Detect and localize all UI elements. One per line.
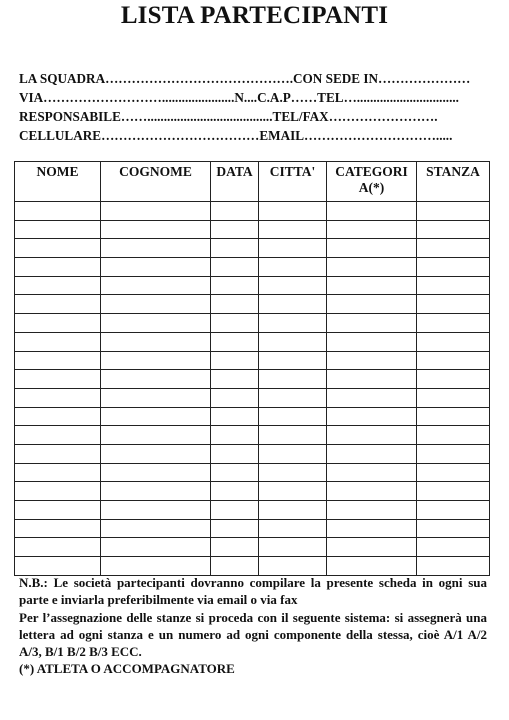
table-cell[interactable] [259,258,327,277]
table-cell[interactable] [101,557,211,576]
table-cell[interactable] [15,295,101,314]
table-cell[interactable] [15,519,101,538]
table-cell[interactable] [211,557,259,576]
page-title: LISTA PARTECIPANTI [120,2,389,29]
header-nome: NOME [15,162,101,202]
table-cell[interactable] [211,239,259,258]
table-row [15,314,490,333]
table-cell[interactable] [211,258,259,277]
table-cell[interactable] [211,463,259,482]
table-cell[interactable] [417,351,490,370]
table-cell[interactable] [417,295,490,314]
table-cell[interactable] [259,538,327,557]
table-cell[interactable] [417,407,490,426]
table-cell[interactable] [101,202,211,221]
table-cell[interactable] [327,519,417,538]
table-cell[interactable] [327,220,417,239]
table-cell[interactable] [101,258,211,277]
table-cell[interactable] [101,314,211,333]
table-cell[interactable] [417,388,490,407]
table-cell[interactable] [101,426,211,445]
header-categoria: CATEGORI A(*) [327,162,417,202]
table-cell[interactable] [211,276,259,295]
form-line-via: VIA………………………......................N....C.A.P……TEL…............................... [19,90,459,105]
table-cell[interactable] [417,444,490,463]
table-cell[interactable] [211,351,259,370]
table-cell[interactable] [211,519,259,538]
header-citta: CITTA' [259,162,327,202]
table-cell[interactable] [327,239,417,258]
table-row [15,351,490,370]
table-row [15,444,490,463]
table-cell[interactable] [417,258,490,277]
table-cell[interactable] [259,202,327,221]
table-cell[interactable] [15,258,101,277]
table-cell[interactable] [15,407,101,426]
table-row [15,239,490,258]
form-line-responsabile: RESPONSABILE……......................................TEL/FAX……………………. [19,109,438,124]
table-cell[interactable] [15,239,101,258]
table-row [15,557,490,576]
table-cell[interactable] [417,220,490,239]
table-cell[interactable] [417,463,490,482]
table-cell[interactable] [259,407,327,426]
table-cell[interactable] [327,258,417,277]
table-cell[interactable] [327,557,417,576]
table-cell[interactable] [259,444,327,463]
table-cell[interactable] [259,463,327,482]
table-cell[interactable] [259,276,327,295]
table-cell[interactable] [259,501,327,520]
table-cell[interactable] [417,557,490,576]
table-row [15,482,490,501]
table-cell[interactable] [15,220,101,239]
table-cell[interactable] [327,276,417,295]
table-cell[interactable] [417,519,490,538]
table-cell[interactable] [327,295,417,314]
table-cell[interactable] [327,501,417,520]
notes-section [19,574,487,678]
table-cell[interactable] [259,482,327,501]
table-cell[interactable] [327,202,417,221]
table-cell[interactable] [417,314,490,333]
table-cell[interactable] [15,388,101,407]
table-cell[interactable] [15,202,101,221]
table-cell[interactable] [327,444,417,463]
table-row [15,220,490,239]
note-nb: N.B.: Le società partecipanti dovranno compilare la presente scheda in ogni sua parte e inviarla preferibilmente via email o via fax [19,575,487,608]
table-cell[interactable] [259,332,327,351]
table-cell[interactable] [327,407,417,426]
table-cell[interactable] [327,332,417,351]
table-cell[interactable] [101,239,211,258]
table-cell[interactable] [417,202,490,221]
table-row [15,426,490,445]
table-row [15,202,490,221]
table-cell[interactable] [417,482,490,501]
table-cell[interactable] [211,314,259,333]
table-cell[interactable] [101,482,211,501]
table-cell[interactable] [259,239,327,258]
form-line-cellulare: CELLULARE………………………………EMAIL…………………………..... [19,128,453,143]
table-cell[interactable] [211,426,259,445]
table-cell[interactable] [211,370,259,389]
table-cell[interactable] [327,426,417,445]
table-cell[interactable] [15,538,101,557]
header-data: DATA [211,162,259,202]
table-cell[interactable] [101,276,211,295]
table-row [15,388,490,407]
table-cell[interactable] [101,351,211,370]
table-cell[interactable] [417,276,490,295]
table-cell[interactable] [259,426,327,445]
table-cell[interactable] [101,388,211,407]
table-cell[interactable] [15,276,101,295]
table-row [15,501,490,520]
table-cell[interactable] [15,370,101,389]
table-cell[interactable] [327,538,417,557]
table-cell[interactable] [327,370,417,389]
table-cell[interactable] [417,501,490,520]
table-cell[interactable] [259,314,327,333]
table-cell[interactable] [15,482,101,501]
table-cell[interactable] [101,332,211,351]
table-cell[interactable] [417,538,490,557]
table-cell[interactable] [101,295,211,314]
table-row [15,258,490,277]
table-cell[interactable] [15,426,101,445]
table-cell[interactable] [259,351,327,370]
table-cell[interactable] [211,388,259,407]
table-cell[interactable] [15,557,101,576]
table-cell[interactable] [101,370,211,389]
table-cell[interactable] [327,388,417,407]
table-cell[interactable] [101,519,211,538]
table-cell[interactable] [101,444,211,463]
table-cell[interactable] [211,482,259,501]
table-cell[interactable] [259,519,327,538]
table-row [15,370,490,389]
table-cell[interactable] [15,444,101,463]
table-cell[interactable] [327,463,417,482]
table-cell[interactable] [211,332,259,351]
table-row [15,463,490,482]
table-cell[interactable] [101,407,211,426]
table-cell[interactable] [15,501,101,520]
table-cell[interactable] [417,370,490,389]
table-cell[interactable] [211,295,259,314]
table-cell[interactable] [259,557,327,576]
table-cell[interactable] [101,501,211,520]
table-row [15,295,490,314]
table-cell[interactable] [101,220,211,239]
table-row [15,519,490,538]
table-cell[interactable] [327,351,417,370]
table-cell[interactable] [259,388,327,407]
table-cell[interactable] [259,295,327,314]
table-cell[interactable] [101,538,211,557]
table-cell[interactable] [15,314,101,333]
table-cell[interactable] [259,370,327,389]
table-cell[interactable] [211,501,259,520]
header-stanza: STANZA [417,162,490,202]
participants-table [14,161,490,576]
table-header-row [15,162,490,202]
table-cell[interactable] [211,220,259,239]
table-cell[interactable] [327,314,417,333]
table-cell[interactable] [15,332,101,351]
table-cell[interactable] [211,538,259,557]
table-cell[interactable] [417,426,490,445]
table-row [15,407,490,426]
table-cell[interactable] [101,463,211,482]
table-row [15,276,490,295]
table-cell[interactable] [211,202,259,221]
table-cell[interactable] [417,332,490,351]
table-cell[interactable] [417,239,490,258]
note-footnote: (*) ATLETA O ACCOMPAGNATORE [19,661,235,677]
table-cell[interactable] [211,407,259,426]
header-cognome: COGNOME [101,162,211,202]
form-line-squadra: LA SQUADRA…………………………………….CON SEDE IN………………… [19,71,471,86]
table-cell[interactable] [327,482,417,501]
table-cell[interactable] [259,220,327,239]
table-body [15,202,490,576]
table-row [15,538,490,557]
note-rooms: Per l’assegnazione delle stanze si proceda con il seguente sistema: si assegnerà una lettera ad ogni stanza e un numero ad ogni componente della stessa, cioè A/1 A/2 A/3, B/1 B/2 B/3 ECC. [19,609,487,660]
table-row [15,332,490,351]
table-cell[interactable] [211,444,259,463]
table-cell[interactable] [15,351,101,370]
table-cell[interactable] [15,463,101,482]
